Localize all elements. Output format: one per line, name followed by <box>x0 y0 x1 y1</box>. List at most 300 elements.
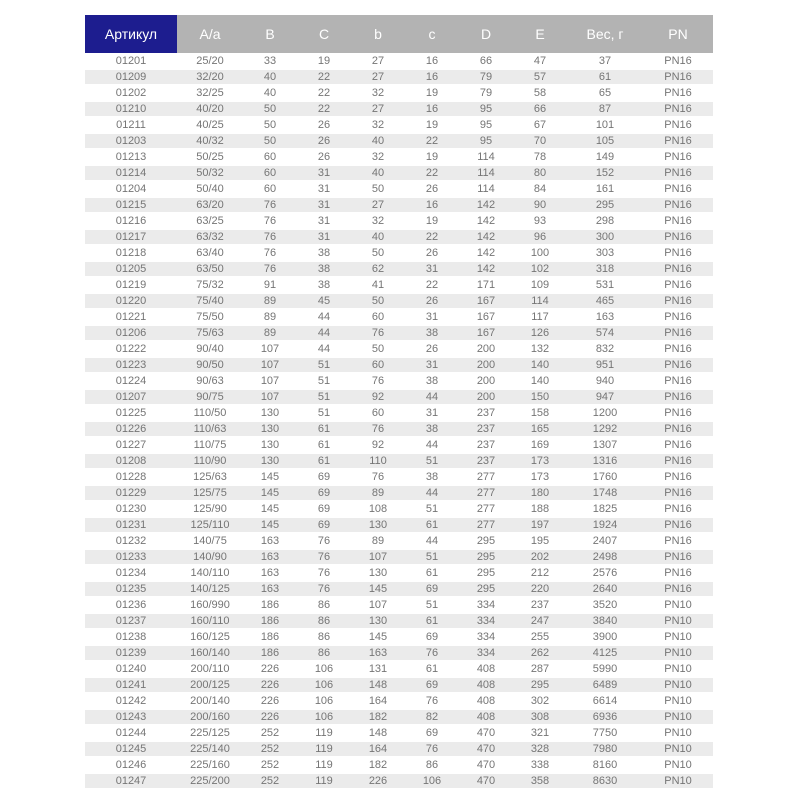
table-row <box>85 517 713 533</box>
table-cell: 51 <box>297 357 351 373</box>
table-cell: 40 <box>351 165 405 181</box>
table-cell: 16 <box>405 101 459 117</box>
table-cell: 169 <box>530 439 550 451</box>
table-cell: 26 <box>425 343 439 355</box>
table-cell: 140 <box>530 375 550 387</box>
table-cell: 158 <box>530 407 550 419</box>
table-cell: 69 <box>317 471 331 483</box>
table-cell: PN16 <box>643 581 713 597</box>
table-cell: 1200 <box>592 407 618 419</box>
table-cell: 125/75 <box>177 485 243 501</box>
table-cell: 237 <box>459 421 513 437</box>
table-cell: 408 <box>459 677 513 693</box>
table-cell: 160/125 <box>190 631 230 643</box>
table-cell: 119 <box>297 741 351 757</box>
cell-artikul: 01242 <box>115 695 147 707</box>
table-cell: 65 <box>598 87 612 99</box>
table-cell: 69 <box>297 485 351 501</box>
table-cell: 117 <box>531 311 549 323</box>
table-cell: 44 <box>425 535 439 547</box>
table-cell: 940 <box>595 375 615 387</box>
table-cell: 130 <box>351 613 405 629</box>
table-cell: 3840 <box>567 613 643 629</box>
table-cell: PN10 <box>664 695 692 707</box>
table-cell: 173 <box>530 471 550 483</box>
table-cell: 19 <box>425 151 439 163</box>
table-cell: 79 <box>479 87 493 99</box>
table-cell: 186 <box>260 599 280 611</box>
cell-artikul: 01210 <box>85 101 177 117</box>
table-cell: 295 <box>459 549 513 565</box>
table-row <box>85 421 713 437</box>
table-cell: 109 <box>530 279 550 291</box>
table-row <box>85 485 713 501</box>
table-cell: 465 <box>567 293 643 309</box>
table-cell: 76 <box>297 581 351 597</box>
table-cell: 225/160 <box>190 759 230 771</box>
table-cell: 237 <box>459 453 513 469</box>
table-cell: PN16 <box>643 293 713 309</box>
cell-artikul: 01221 <box>115 311 147 323</box>
cell-artikul: 01222 <box>115 343 147 355</box>
table-cell: 76 <box>243 197 297 213</box>
table-cell: 92 <box>371 439 385 451</box>
table-cell: PN16 <box>664 119 692 131</box>
table-cell: 75/63 <box>177 325 243 341</box>
table-cell: 102 <box>513 261 567 277</box>
table-cell: 38 <box>317 247 331 259</box>
table-cell: 89 <box>263 311 277 323</box>
table-cell: 150 <box>513 389 567 405</box>
table-cell: 110/63 <box>177 421 243 437</box>
cell-artikul: 01237 <box>85 613 177 629</box>
cell-artikul: 01233 <box>85 549 177 565</box>
table-cell: 226 <box>351 773 405 789</box>
table-cell: 408 <box>476 663 496 675</box>
table-cell: 163 <box>260 567 280 579</box>
table-cell: PN16 <box>643 485 713 501</box>
table-row <box>85 645 713 661</box>
table-cell: 295 <box>459 581 513 597</box>
table-cell: 63/50 <box>177 261 243 277</box>
table-cell: 50 <box>351 293 405 309</box>
table-cell: PN10 <box>664 727 692 739</box>
table-cell: 86 <box>297 645 351 661</box>
table-row <box>85 725 713 741</box>
table-cell: 60 <box>263 183 277 195</box>
table-cell: 142 <box>459 197 513 213</box>
table-cell: 200 <box>476 343 496 355</box>
table-cell: PN16 <box>664 279 692 291</box>
table-cell: 76 <box>317 567 331 579</box>
header-cell: Вес, г <box>567 15 643 53</box>
table-cell: 318 <box>567 261 643 277</box>
table-cell: 6614 <box>592 695 618 707</box>
table-row <box>85 245 713 261</box>
table-row <box>85 693 713 709</box>
table-cell: 130 <box>260 439 280 451</box>
cell-artikul: 01234 <box>115 567 147 579</box>
table-cell: 132 <box>530 343 550 355</box>
table-cell: 107 <box>351 549 405 565</box>
table-cell: 252 <box>243 773 297 789</box>
table-cell: 171 <box>476 279 496 291</box>
table-cell: 96 <box>513 229 567 245</box>
table-cell: 76 <box>297 549 351 565</box>
table-cell: 90 <box>513 197 567 213</box>
table-cell: 114 <box>477 183 495 195</box>
table-cell: 4125 <box>567 645 643 661</box>
table-cell: 574 <box>567 325 643 341</box>
cell-artikul: 01214 <box>85 165 177 181</box>
table-cell: 110/90 <box>177 453 243 469</box>
cell-artikul: 01245 <box>85 741 177 757</box>
table-cell: 38 <box>405 421 459 437</box>
table-cell: 226 <box>243 709 297 725</box>
table-cell: 57 <box>513 69 567 85</box>
table-cell: 107 <box>243 389 297 405</box>
table-row <box>85 357 713 373</box>
cell-artikul: 01225 <box>115 407 147 419</box>
table-cell: 41 <box>371 279 385 291</box>
table-cell: 1316 <box>567 453 643 469</box>
table-cell: 40 <box>243 69 297 85</box>
table-cell: 40 <box>351 133 405 149</box>
table-cell: 225/125 <box>190 727 230 739</box>
cell-artikul: 01232 <box>115 535 147 547</box>
table-cell: 237 <box>476 407 496 419</box>
table-cell: 75/50 <box>196 311 224 323</box>
table-cell: 114 <box>477 151 495 163</box>
table-cell: 300 <box>567 229 643 245</box>
table-cell: PN16 <box>643 357 713 373</box>
table-cell: PN16 <box>643 69 713 85</box>
table-cell: 130 <box>368 567 388 579</box>
cell-artikul: 01209 <box>85 69 177 85</box>
cell-artikul: 01224 <box>115 375 147 387</box>
table-cell: 76 <box>351 325 405 341</box>
table-cell: 149 <box>595 151 615 163</box>
table-cell: 277 <box>459 517 513 533</box>
table-cell: 408 <box>476 695 496 707</box>
table-cell: 86 <box>317 631 331 643</box>
table-cell: 197 <box>513 517 567 533</box>
table-cell: 27 <box>351 69 405 85</box>
cell-artikul: 01239 <box>85 645 177 661</box>
table-cell: 1760 <box>592 471 618 483</box>
table-row <box>85 165 713 181</box>
header-cell: С <box>297 15 351 53</box>
table-cell: 50 <box>371 247 385 259</box>
table-cell: 163 <box>243 549 297 565</box>
table-cell: 32 <box>371 215 385 227</box>
table-cell: 277 <box>476 471 496 483</box>
table-cell: 63/20 <box>177 197 243 213</box>
table-row <box>85 101 713 117</box>
table-cell: 61 <box>425 567 439 579</box>
table-cell: 408 <box>459 709 513 725</box>
table-cell: 69 <box>405 581 459 597</box>
table-cell: 106 <box>405 773 459 789</box>
table-cell: PN16 <box>643 229 713 245</box>
table-cell: 142 <box>476 247 496 259</box>
table-row <box>85 405 713 421</box>
table-header-row <box>85 15 713 53</box>
table-cell: 67 <box>533 119 547 131</box>
table-cell: 19 <box>425 119 439 131</box>
table-cell: 1825 <box>592 503 618 515</box>
table-cell: 82 <box>405 709 459 725</box>
header-cell: А/а <box>177 15 243 53</box>
table-cell: 947 <box>567 389 643 405</box>
table-cell: 200/160 <box>177 709 243 725</box>
table-row <box>85 293 713 309</box>
table-cell: 148 <box>351 677 405 693</box>
table-cell: 22 <box>425 279 439 291</box>
table-cell: 1924 <box>567 517 643 533</box>
table-cell: 38 <box>425 375 439 387</box>
table-cell: 145 <box>260 471 280 483</box>
table-cell: 951 <box>567 357 643 373</box>
table-row <box>85 229 713 245</box>
table-cell: 3520 <box>592 599 618 611</box>
table-cell: PN10 <box>643 677 713 693</box>
table-cell: 186 <box>243 645 297 661</box>
cell-artikul: 01236 <box>115 599 147 611</box>
table-cell: 32 <box>371 119 385 131</box>
cell-artikul: 01211 <box>116 119 146 131</box>
table-cell: 50 <box>263 119 277 131</box>
table-cell: 531 <box>595 279 615 291</box>
table-cell: 114 <box>513 293 567 309</box>
table-cell: 76 <box>263 215 277 227</box>
table-cell: 51 <box>405 549 459 565</box>
table-row <box>85 453 713 469</box>
cell-artikul: 01240 <box>115 663 147 675</box>
table-cell: 107 <box>260 375 280 387</box>
table-cell: 195 <box>530 535 550 547</box>
table-cell: 61 <box>405 517 459 533</box>
table-cell: 79 <box>459 69 513 85</box>
table-cell: 145 <box>243 485 297 501</box>
table-cell: 22 <box>405 229 459 245</box>
cell-artikul: 01228 <box>115 471 147 483</box>
table-cell: 78 <box>533 151 547 163</box>
table-cell: 167 <box>476 311 496 323</box>
table-cell: 44 <box>405 389 459 405</box>
table-row <box>85 501 713 517</box>
cell-artikul: 01241 <box>85 677 177 693</box>
table-row <box>85 661 713 677</box>
header-cell: с <box>405 15 459 53</box>
table-row <box>85 117 713 133</box>
table-cell: 106 <box>297 709 351 725</box>
table-cell: 16 <box>405 69 459 85</box>
table-cell: 31 <box>317 183 331 195</box>
table-cell: PN10 <box>664 631 692 643</box>
table-cell: 76 <box>317 535 331 547</box>
cell-artikul: 01205 <box>85 261 177 277</box>
table-cell: 152 <box>567 165 643 181</box>
table-cell: 51 <box>405 453 459 469</box>
table-cell: 22 <box>297 101 351 117</box>
table-cell: 84 <box>533 183 547 195</box>
cell-artikul: 01201 <box>115 55 147 67</box>
table-row <box>85 197 713 213</box>
table-row <box>85 613 713 629</box>
table-cell: 66 <box>513 101 567 117</box>
table-cell: 106 <box>297 677 351 693</box>
table-cell: 2498 <box>567 549 643 565</box>
table-cell: PN16 <box>643 101 713 117</box>
table-cell: 76 <box>425 695 439 707</box>
table-cell: 212 <box>530 567 550 579</box>
header-cell: D <box>459 15 513 53</box>
table-cell: 26 <box>425 247 439 259</box>
table-cell: 69 <box>405 677 459 693</box>
table-cell: 27 <box>351 101 405 117</box>
table-row <box>85 341 713 357</box>
table-cell: 295 <box>476 535 496 547</box>
table-row <box>85 709 713 725</box>
table-cell: 60 <box>243 165 297 181</box>
cell-artikul: 01216 <box>115 215 147 227</box>
table-row <box>85 549 713 565</box>
table-cell: PN16 <box>664 183 692 195</box>
table-cell: 38 <box>425 471 439 483</box>
table-cell: 22 <box>297 69 351 85</box>
table-cell: 140 <box>513 357 567 373</box>
table-cell: 44 <box>297 325 351 341</box>
table-cell: 160/990 <box>190 599 230 611</box>
table-row <box>85 69 713 85</box>
table-cell: PN16 <box>643 197 713 213</box>
table-cell: 8630 <box>567 773 643 789</box>
table-cell: 44 <box>317 343 331 355</box>
table-cell: 160/110 <box>177 613 243 629</box>
table-cell: 334 <box>459 645 513 661</box>
table-cell: 37 <box>598 55 612 67</box>
table-cell: 142 <box>476 215 496 227</box>
cell-artikul: 01218 <box>115 247 147 259</box>
table-cell: 161 <box>595 183 615 195</box>
cell-artikul: 01246 <box>115 759 147 771</box>
table-cell: 110/50 <box>193 407 227 419</box>
table-cell: 226 <box>260 663 280 675</box>
cell-artikul: 01202 <box>115 87 147 99</box>
table-cell: PN16 <box>664 471 692 483</box>
table-cell: 51 <box>425 599 439 611</box>
header-cell: В <box>243 15 297 53</box>
table-cell: 130 <box>243 453 297 469</box>
header-cell-artikul: Артикул <box>85 15 177 53</box>
table-cell: PN16 <box>664 343 692 355</box>
table-cell: 61 <box>297 453 351 469</box>
table-cell: 145 <box>243 517 297 533</box>
table-cell: PN16 <box>664 87 692 99</box>
table-row <box>85 149 713 165</box>
table-cell: 86 <box>317 599 331 611</box>
table-cell: 62 <box>351 261 405 277</box>
table-cell: 188 <box>530 503 550 515</box>
cell-artikul: 01229 <box>85 485 177 501</box>
table-cell: 95 <box>459 101 513 117</box>
table-cell: 110/75 <box>193 439 227 451</box>
table-cell: 8160 <box>592 759 618 771</box>
table-cell: 76 <box>243 261 297 277</box>
table-cell: 125/110 <box>177 517 243 533</box>
table-cell: 76 <box>371 471 385 483</box>
table-cell: PN10 <box>643 709 713 725</box>
table-cell: 334 <box>476 599 496 611</box>
table-cell: 295 <box>476 567 496 579</box>
table-cell: 119 <box>315 759 333 771</box>
table-cell: 180 <box>513 485 567 501</box>
table-row <box>85 597 713 613</box>
table-cell: 165 <box>513 421 567 437</box>
table-row <box>85 277 713 293</box>
table-row <box>85 757 713 773</box>
table-cell: 51 <box>317 407 331 419</box>
table-cell: PN16 <box>643 165 713 181</box>
table-cell: 338 <box>530 759 550 771</box>
table-cell: 334 <box>459 613 513 629</box>
cell-artikul: 01227 <box>115 439 147 451</box>
table-cell: 182 <box>368 759 388 771</box>
dimensions-table <box>85 15 713 789</box>
table-cell: 145 <box>351 581 405 597</box>
table-cell: 19 <box>317 55 331 67</box>
table-cell: 31 <box>405 357 459 373</box>
table-cell: 2640 <box>567 581 643 597</box>
table-cell: 225/140 <box>177 741 243 757</box>
table-cell: 22 <box>317 87 331 99</box>
table-cell: 295 <box>513 677 567 693</box>
table-cell: 63/32 <box>177 229 243 245</box>
table-cell: 308 <box>513 709 567 725</box>
table-cell: 5990 <box>592 663 618 675</box>
table-cell: 142 <box>459 261 513 277</box>
table-cell: 186 <box>243 613 297 629</box>
table-cell: 61 <box>405 613 459 629</box>
table-cell: 47 <box>533 55 547 67</box>
table-cell: 182 <box>351 709 405 725</box>
table-cell: 470 <box>476 727 496 739</box>
table-cell: 247 <box>513 613 567 629</box>
table-cell: 321 <box>530 727 550 739</box>
table-cell: PN16 <box>643 261 713 277</box>
table-cell: 95 <box>459 133 513 149</box>
table-cell: 60 <box>371 311 385 323</box>
table-cell: 31 <box>317 215 331 227</box>
table-cell: 252 <box>260 727 280 739</box>
cell-artikul: 01231 <box>85 517 177 533</box>
table-cell: PN10 <box>643 773 713 789</box>
table-cell: 80 <box>513 165 567 181</box>
table-cell: 33 <box>263 55 277 67</box>
table-cell: PN16 <box>664 215 692 227</box>
table-cell: 186 <box>260 631 280 643</box>
table-row <box>85 581 713 597</box>
table-cell: 119 <box>315 727 333 739</box>
table-cell: 200 <box>476 375 496 387</box>
table-cell: 832 <box>595 343 615 355</box>
cell-artikul: 01230 <box>115 503 147 515</box>
table-cell: 6936 <box>567 709 643 725</box>
table-cell: 126 <box>513 325 567 341</box>
table-header <box>85 15 713 53</box>
table-cell: 61 <box>297 421 351 437</box>
